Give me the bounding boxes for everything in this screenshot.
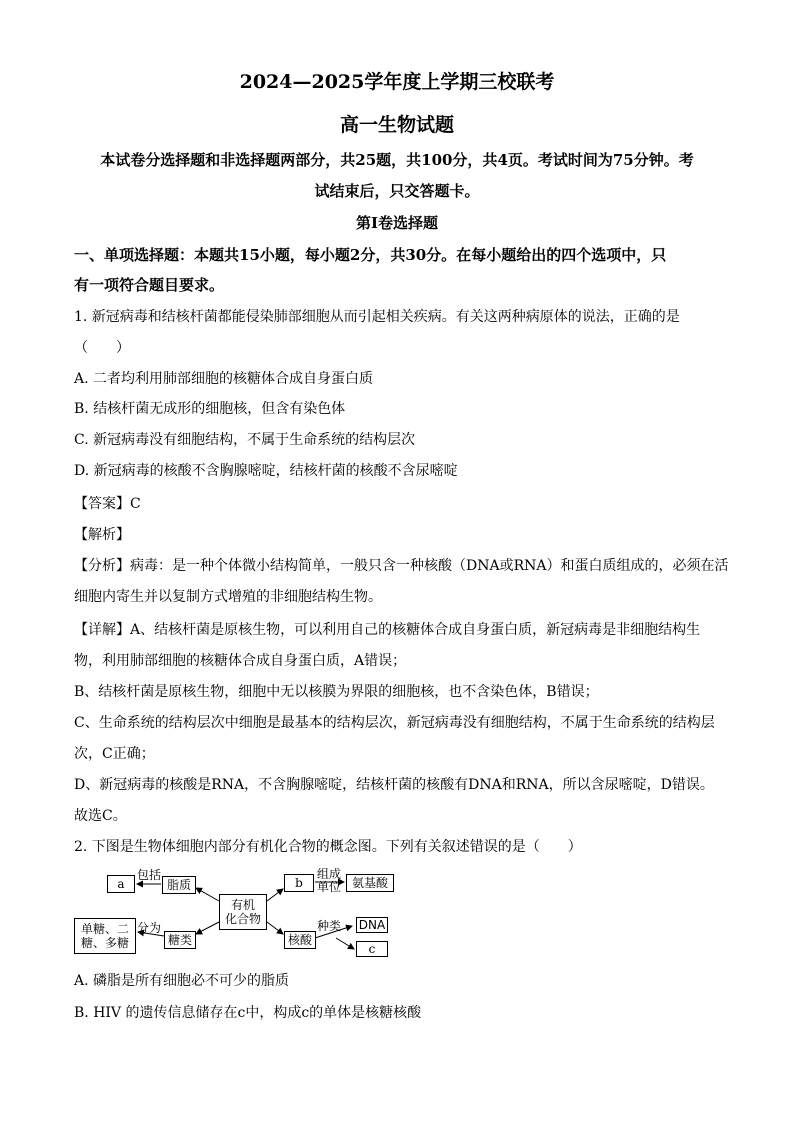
concept-diagram [74, 868, 404, 960]
answer-value: C [130, 496, 141, 512]
q1-xiangjie-line1 [74, 621, 700, 639]
section-heading-line2: 有一项符合题目要求。 [74, 276, 225, 294]
q1-xiangjie-d: D、新冠病毒的核酸是RNA，不含胸腺嘧啶，结核杆菌的核酸有DNA和RNA，所以含尿嘧啶，D错误。 [74, 777, 714, 793]
diagram-label-include: 包括 [137, 868, 162, 882]
compose-line2: 单位 [316, 880, 341, 894]
sugars-line2: 糖、多糖 [80, 936, 129, 950]
xiangjie-text: A、结核杆菌是原核生物，可以利用自己的核糖体合成自身蛋白质，新冠病毒是非细胞结构生 [130, 622, 701, 638]
diagram-box-carb: 糖类 [164, 931, 196, 949]
exam-notice-line2: 试结束后，只交答题卡。 [314, 182, 480, 200]
sugars-line1: 单糖、二 [80, 922, 129, 936]
fenxi-text: 病毒：是一种个体微小结构简单，一般只含一种核酸（DNA或RNA）和蛋白质组成的，必须在活 [130, 558, 729, 574]
diagram-box-amino: 氨基酸 [346, 874, 394, 892]
section-heading-line1: 一、单项选择题：本题共15小题，每小题2分，共30分。在每小题给出的四个选项中，只 [74, 246, 667, 264]
diagram-box-a: a [107, 875, 135, 893]
compose-line1: 组成 [316, 867, 341, 881]
exam-notice-line1: 本试卷分选择题和非选择题两部分，共25题，共100分，共4页。考试时间为75分钟。考 [100, 151, 694, 169]
arrow-center-nucleic [267, 922, 283, 934]
q1-option-a: A. 二者均利用肺部细胞的核糖体合成自身蛋白质 [74, 371, 374, 387]
q2-stem: 2. 下图是生物体细胞内部分有机化合物的概念图。下列有关叙述错误的是（ ） [74, 839, 582, 855]
q1-option-b: B. 结核杆菌无成形的细胞核，但含有染色体 [74, 401, 346, 417]
arrow-center-b [267, 889, 283, 901]
center-line1: 有机 [230, 898, 255, 912]
q1-fenxi-line1 [74, 557, 728, 575]
center-line2: 化合物 [224, 912, 261, 926]
q1-blank: （ ） [74, 340, 130, 356]
arrow-center-lipid [196, 888, 219, 901]
q1-xiangjie-c1: C、生命系统的结构层次中细胞是最基本的结构层次，新冠病毒没有细胞结构，不属于生命系统的结构层 [74, 715, 715, 731]
exam-subject: 高一生物试题 [339, 114, 454, 136]
q2-option-a: A. 磷脂是所有细胞必不可少的脂质 [74, 973, 290, 989]
q1-fenxi-line2: 细胞内寄生并以复制方式增殖的非细胞结构生物。 [74, 589, 382, 605]
arrow-nucleic-c [336, 938, 354, 949]
diagram-label-compose [316, 868, 342, 894]
arrow-center-carb [196, 922, 219, 934]
diagram-box-dna: DNA [356, 917, 388, 933]
q1-analysis-tag: 【解析】 [74, 527, 130, 543]
q1-conclusion: 故选C。 [74, 808, 127, 824]
q2-option-b: B. HIV 的遗传信息储存在c中，构成c的单体是核糖核酸 [74, 1005, 422, 1021]
exam-title: 2024—2025学年度上学期三校联考 [239, 71, 555, 93]
q1-option-d: D. 新冠病毒的核酸不含胸腺嘧啶，结核杆菌的核酸不含尿嘧啶 [74, 463, 458, 479]
diagram-box-sugars [74, 918, 136, 954]
diagram-box-c: c [356, 941, 388, 957]
q1-xiangjie-a2: 物，利用肺部细胞的核糖体合成自身蛋白质，A错误； [74, 653, 407, 669]
q1-answer [74, 495, 141, 513]
diagram-box-b: b [284, 874, 314, 892]
diagram-box-center [219, 894, 267, 930]
diagram-label-divide: 分为 [137, 921, 162, 935]
answer-tag: 【答案】 [74, 496, 130, 512]
fenxi-tag: 【分析】 [74, 558, 130, 574]
q1-stem: 1. 新冠病毒和结核杆菌都能侵染肺部细胞从而引起相关疾病。有关这两种病原体的说法，正确的是 [74, 309, 680, 325]
q1-option-c: C. 新冠病毒没有细胞结构，不属于生命系统的结构层次 [74, 432, 416, 448]
volume-heading: 第Ⅰ卷选择题 [355, 214, 439, 232]
diagram-box-nucleic: 核酸 [284, 931, 316, 949]
xiangjie-tag: 【详解】 [74, 622, 130, 638]
q1-xiangjie-b: B、结核杆菌是原核生物，细胞中无以核膜为界限的细胞核，也不含染色体，B错误； [74, 684, 599, 700]
q1-xiangjie-c2: 次，C正确； [74, 746, 155, 762]
diagram-box-lipid: 脂质 [162, 876, 196, 894]
diagram-label-type: 种类 [317, 919, 342, 933]
